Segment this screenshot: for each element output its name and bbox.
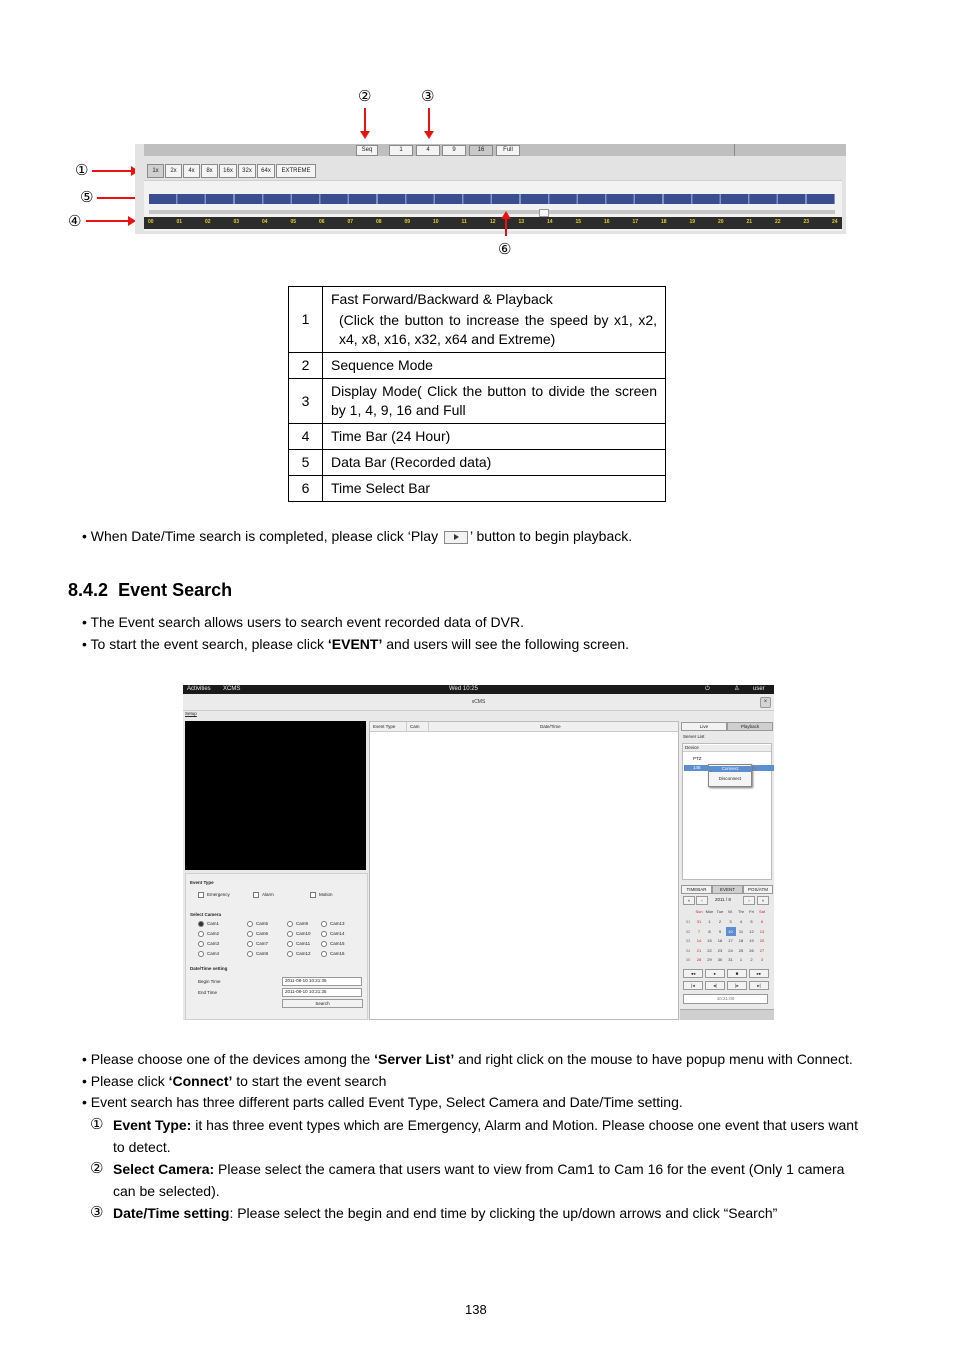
- time-select-bar[interactable]: [149, 210, 835, 214]
- hour-label: 17: [632, 219, 639, 225]
- row-number: 3: [289, 379, 323, 424]
- camera-radio[interactable]: Cam2: [198, 931, 219, 937]
- timeline-figure: [135, 144, 846, 234]
- table-row: [289, 287, 666, 353]
- bullet-item: • To start the event search, please click ‘EVENT’ and users will see the following screen.: [82, 636, 630, 652]
- calendar-day[interactable]: 14: [696, 938, 702, 943]
- event-motion[interactable]: Motion: [310, 892, 333, 898]
- calendar-day[interactable]: 25: [738, 947, 744, 953]
- weekday-label: Sat: [758, 909, 765, 914]
- table-row: [289, 424, 666, 450]
- display-toolbar: [144, 144, 846, 156]
- hour-label: 13: [518, 219, 525, 225]
- context-disconnect[interactable]: Disconnect: [718, 776, 742, 781]
- calendar-day[interactable]: 31: [696, 919, 702, 924]
- menu-setup[interactable]: Setup: [185, 711, 197, 716]
- calendar-day[interactable]: 29: [707, 957, 712, 962]
- play-icon: [444, 531, 468, 544]
- calendar-day[interactable]: 11: [738, 928, 744, 934]
- row-number: 4: [289, 424, 323, 450]
- camera-radio[interactable]: Cam6: [247, 931, 268, 937]
- tab-event[interactable]: EVENT: [712, 885, 743, 894]
- event-alarm[interactable]: Alarm: [253, 892, 274, 898]
- end-time-input[interactable]: 2011-08-10 10:21:35: [282, 988, 362, 997]
- hour-label: 12: [490, 219, 496, 225]
- calendar-day[interactable]: 1: [708, 919, 711, 924]
- calendar-day[interactable]: 10: [726, 927, 736, 937]
- camera-radio[interactable]: Cam5: [247, 921, 268, 927]
- calendar-day[interactable]: 30: [717, 957, 723, 962]
- camera-radio[interactable]: Cam12: [287, 951, 311, 957]
- event-emergency[interactable]: Emergency: [198, 892, 230, 898]
- row-description: Data Bar (Recorded data): [323, 450, 666, 476]
- weekday-label: W.: [728, 909, 733, 914]
- hour-label: 09: [404, 219, 411, 225]
- tab-pos-atm[interactable]: POS/ATM: [743, 885, 773, 894]
- speed-32x-button[interactable]: 32x: [238, 164, 256, 178]
- calendar-day[interactable]: 20: [759, 938, 765, 943]
- numbered-mark: ②: [90, 1160, 104, 1177]
- calendar-day[interactable]: 31: [728, 957, 733, 962]
- prev-year-button[interactable]: «: [683, 896, 695, 905]
- split-1-button[interactable]: 1: [389, 145, 413, 156]
- calendar-day[interactable]: 28: [696, 957, 702, 962]
- calendar-day[interactable]: 19: [749, 938, 754, 943]
- calendar-day[interactable]: 15: [707, 938, 712, 943]
- search-button[interactable]: Search: [282, 999, 363, 1008]
- calendar-day[interactable]: 5: [750, 919, 753, 924]
- bullet-item: • Please choose one of the devices among the ‘Server List’ and right click on the mouse to have popup menu with Connect.: [82, 1051, 853, 1067]
- hour-label: 02: [205, 219, 211, 225]
- camera-radio[interactable]: Cam13: [321, 921, 345, 927]
- play-button[interactable]: ▸: [705, 969, 725, 978]
- hour-label: 03: [233, 219, 240, 225]
- calendar-day[interactable]: 12: [749, 928, 754, 934]
- arrow-6: [505, 218, 507, 236]
- hour-label: 06: [319, 219, 325, 225]
- hour-label: 15: [575, 219, 582, 225]
- numbered-mark: ③: [90, 1204, 104, 1221]
- row-description: Time Bar (24 Hour): [323, 424, 666, 450]
- device-146[interactable]: 146: [684, 765, 774, 771]
- speed-2x-button[interactable]: 2x: [165, 164, 182, 178]
- bullet-item: • Event search has three different parts called Event Type, Select Camera and Date/Time setting.: [82, 1094, 683, 1110]
- event-list: Event Type Cam Date/Time: [369, 721, 679, 1020]
- row-description: Fast Forward/Backward & Playback (Click the button to increase the speed by x1, x2, x4, x8, x16, x32, x64 and Extreme): [323, 287, 666, 353]
- calendar-day[interactable]: 9: [718, 928, 722, 934]
- week-number: 33: [685, 938, 691, 943]
- hour-label: 18: [661, 219, 667, 225]
- row-description: Sequence Mode: [323, 353, 666, 379]
- calendar-day[interactable]: 3: [760, 957, 764, 962]
- status-strip: [680, 1009, 774, 1020]
- weekday-label: Thr: [738, 909, 744, 914]
- row-description: Display Mode( Click the button to divide the screen by 1, 4, 9, 16 and Full: [323, 379, 666, 424]
- row-number: 6: [289, 476, 323, 502]
- calendar-day[interactable]: 7: [697, 928, 701, 934]
- calendar-day[interactable]: 17: [728, 938, 733, 943]
- calendar-day[interactable]: 21: [696, 947, 702, 953]
- video-preview: [185, 721, 366, 870]
- arrow-3: [428, 108, 430, 132]
- calendar-day[interactable]: 27: [759, 947, 765, 953]
- calendar-day[interactable]: 2: [718, 919, 722, 924]
- prev-frame-button[interactable]: |◂: [683, 981, 703, 990]
- calendar-day[interactable]: 18: [738, 938, 744, 943]
- prev-month-button[interactable]: ‹: [696, 896, 708, 905]
- data-bar[interactable]: [149, 194, 835, 204]
- calendar-day[interactable]: 6: [760, 919, 764, 924]
- hour-label: 04: [262, 219, 268, 225]
- hour-label: 24: [832, 219, 838, 225]
- callout-5: ⑤: [80, 189, 94, 206]
- next-month-button[interactable]: ›: [743, 896, 755, 905]
- camera-radio[interactable]: Cam16: [321, 951, 345, 957]
- time-select-handle[interactable]: [539, 209, 549, 217]
- camera-radio[interactable]: Cam8: [247, 951, 268, 957]
- weekday-label: Mon: [705, 909, 714, 914]
- step-back-button[interactable]: ◂|: [705, 981, 725, 990]
- time-bar[interactable]: [144, 217, 842, 229]
- row-number: 2: [289, 353, 323, 379]
- row-description: Time Select Bar: [323, 476, 666, 502]
- hour-label: 22: [775, 219, 781, 225]
- callout-4: ④: [68, 213, 82, 230]
- section-heading: 8.4.2 Event Search: [68, 580, 233, 600]
- legend-table: [288, 286, 666, 502]
- speed-extreme-button[interactable]: EXTREME: [276, 164, 316, 178]
- tab-playback[interactable]: Playback: [727, 722, 773, 731]
- stop-button[interactable]: ■: [727, 969, 747, 978]
- hour-label: 05: [290, 219, 297, 225]
- rewind-button[interactable]: ◂◂: [683, 969, 703, 978]
- speed-64x-button[interactable]: 64x: [257, 164, 275, 178]
- search-options-panel: Event Type Emergency Alarm Motion Select Camera Cam1 Cam5 Cam9 Cam13 Cam2 Cam6 Cam10 Cam14 Cam3 Cam7 Cam11 Cam15 Cam4 Cam8 Cam12 Cam16 Date/Time setting Begin Time 2011-08-10 10:21:35 End Time 2011-08-10 10:21:35 Search: [185, 873, 368, 1020]
- week-number: 35: [685, 957, 691, 962]
- arrow-1: [92, 170, 132, 172]
- context-connect[interactable]: Connect: [709, 766, 751, 772]
- calendar-day[interactable]: 1: [739, 957, 743, 962]
- table-row: [289, 450, 666, 476]
- forward-button[interactable]: ▸▸: [749, 969, 769, 978]
- next-frame-button[interactable]: ▸|: [749, 981, 769, 990]
- speed-8x-button[interactable]: 8x: [201, 164, 218, 178]
- week-number: 32: [685, 928, 691, 934]
- timeline-panel: [144, 180, 842, 231]
- begin-time-input[interactable]: 2011-08-10 10:21:35: [282, 977, 362, 986]
- callout-3: ③: [421, 88, 435, 105]
- week-number: 31: [685, 919, 691, 924]
- xcms-screenshot: Activities XCMS Wed 10:25 ⏻ ♙ user xCMS × Setup Event Type Emergency Alarm Motion Select Camera Cam1 Cam5 Cam9 Cam13 Cam2 Cam6 Cam10 Cam14 Cam3 Cam7 Cam11 Cam15 Cam4 Cam8 Cam12 Cam16 Date/Time setting Begin Time 2011-08-10 10:21:35 End Time 2011-08-10 10:21:35 Search Event Type Cam Date/Time Live Playback Server List Device PTZ 146 Connect Disconnect TIMEBAR EVENT POS/ATM « ‹ 2011 / 8 › » ◂◂ ▸ ■ ▸▸ |◂ ◂| |▸ ▸| 10:21:00 Sun Mon Tue W. Thr Fri Sat 31 31 1 2 3 4 5 6 32 7 8 9 10 11 12 13 33 14 15 16 17 18 19 20 34 21 22 23 24 25 26 27 35 28 29 30 31 1 2 3: [183, 685, 774, 1020]
- hour-label: 08: [376, 219, 382, 225]
- calendar-day[interactable]: 2: [750, 957, 753, 962]
- hour-label: 07: [347, 219, 354, 225]
- hour-label: 14: [547, 219, 553, 225]
- hour-label: 11: [461, 219, 467, 225]
- camera-radio[interactable]: Cam3: [198, 941, 219, 947]
- close-icon[interactable]: ×: [760, 697, 771, 708]
- step-forward-button[interactable]: |▸: [727, 981, 747, 990]
- arrow-4: [86, 220, 129, 222]
- server-list: Device PTZ 146 Connect Disconnect: [682, 743, 772, 880]
- numbered-item: Select Camera: Please select the camera that users want to view from Cam1 to Cam 16 for the event (Only 1 camera can be selected).: [113, 1161, 845, 1199]
- table-row: [289, 476, 666, 502]
- hour-label: 19: [689, 219, 696, 225]
- play-note: • When Date/Time search is completed, please click ‘Play ’ button to begin playback.: [82, 528, 633, 544]
- hour-label: 01: [176, 219, 183, 225]
- arrow-2: [364, 108, 366, 132]
- time-input[interactable]: 10:21:00: [683, 994, 768, 1004]
- callout-6: ⑥: [498, 241, 512, 258]
- calendar-day[interactable]: 26: [749, 947, 754, 953]
- system-top-bar: Activities XCMS Wed 10:25 ⏻ ♙ user: [183, 685, 774, 694]
- calendar-day[interactable]: 16: [717, 938, 723, 943]
- camera-radio[interactable]: Cam11: [287, 941, 310, 947]
- calendar-day[interactable]: 13: [759, 928, 765, 934]
- calendar-day[interactable]: 22: [707, 947, 712, 953]
- numbered-mark: ①: [90, 1116, 104, 1133]
- row-number: 5: [289, 450, 323, 476]
- table-row: [289, 353, 666, 379]
- page-number: 138: [465, 1302, 487, 1317]
- window-title-bar: xCMS ×: [183, 694, 774, 711]
- calendar-day[interactable]: 23: [717, 947, 723, 953]
- seq-button[interactable]: Seq: [356, 145, 378, 156]
- callout-1: ①: [75, 162, 89, 179]
- numbered-item: Date/Time setting: Please select the begin and end time by clicking the up/down arrows and click “Search”: [113, 1205, 778, 1221]
- user-icon[interactable]: ♙: [734, 686, 740, 692]
- hour-label: 10: [433, 219, 439, 225]
- hour-label: 21: [746, 219, 753, 225]
- tab-timebar[interactable]: TIMEBAR: [681, 885, 712, 894]
- split-4-button[interactable]: 4: [416, 145, 440, 156]
- camera-radio[interactable]: Cam7: [247, 941, 268, 947]
- power-icon[interactable]: ⏻: [705, 686, 710, 692]
- tab-live[interactable]: Live: [681, 722, 727, 731]
- speed-1x-button[interactable]: 1x: [147, 164, 164, 178]
- weekday-label: Tue: [716, 909, 724, 914]
- split-9-button[interactable]: 9: [442, 145, 466, 156]
- table-row: [289, 379, 666, 424]
- callout-2: ②: [358, 88, 372, 105]
- calendar-title: 2011 / 8: [715, 897, 731, 902]
- numbered-item: Event Type: it has three event types which are Emergency, Alarm and Motion. Please choose one event that users want to detect.: [113, 1117, 858, 1155]
- device-ptz[interactable]: PTZ: [693, 756, 702, 761]
- weekday-label: Sun: [695, 909, 703, 914]
- camera-radio[interactable]: Cam4: [198, 951, 219, 957]
- calendar-day[interactable]: 4: [739, 919, 743, 924]
- camera-radio[interactable]: Cam15: [321, 941, 345, 947]
- row-number: 1: [289, 287, 323, 353]
- camera-radio[interactable]: Cam9: [287, 921, 308, 927]
- calendar-day[interactable]: 3: [729, 919, 732, 924]
- speed-4x-button[interactable]: 4x: [183, 164, 200, 178]
- hour-label: 00: [148, 219, 154, 225]
- camera-radio[interactable]: Cam14: [321, 931, 345, 937]
- weekday-label: Fri: [749, 909, 754, 914]
- camera-radio[interactable]: Cam1: [198, 921, 219, 927]
- split-16-button[interactable]: 16: [469, 145, 493, 156]
- bullet-item: • Please click ‘Connect’ to start the event search: [82, 1073, 387, 1089]
- week-number: 34: [685, 947, 691, 953]
- hour-label: 23: [803, 219, 810, 225]
- hour-label: 16: [604, 219, 610, 225]
- bullet-item: • The Event search allows users to search event recorded data of DVR.: [82, 614, 524, 630]
- context-menu: [708, 764, 752, 787]
- next-year-button[interactable]: »: [757, 896, 769, 905]
- hour-label: 20: [718, 219, 724, 225]
- speed-16x-button[interactable]: 16x: [219, 164, 237, 178]
- full-button[interactable]: Full: [496, 145, 520, 156]
- calendar-day[interactable]: 8: [708, 928, 711, 934]
- arrow-5: [97, 197, 137, 199]
- calendar-day[interactable]: 24: [728, 947, 733, 953]
- camera-radio[interactable]: Cam10: [287, 931, 311, 937]
